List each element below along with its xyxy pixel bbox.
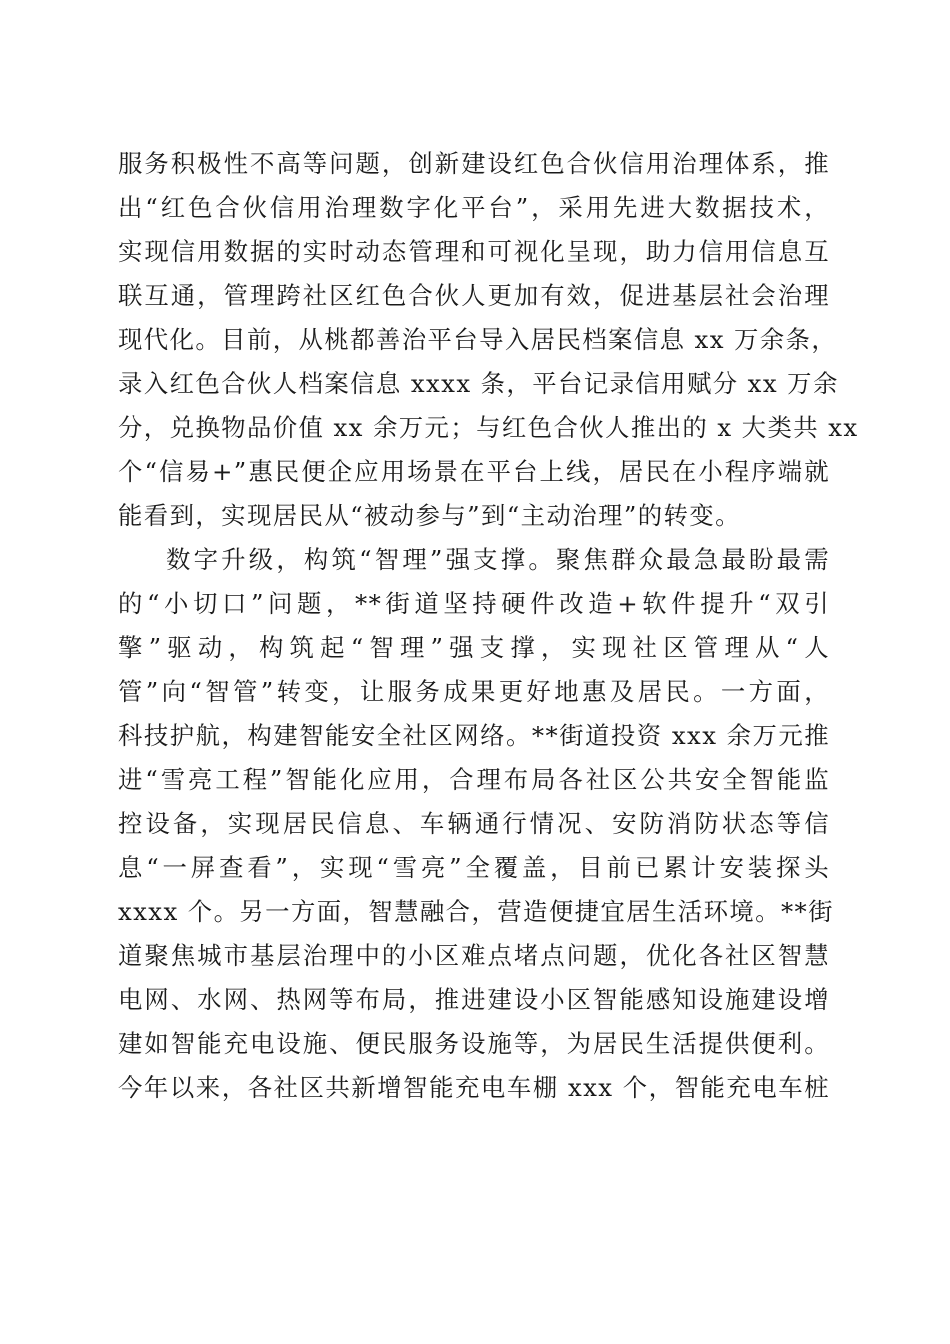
text-line: 出“红色合伙信用治理数字化平台”，采用先进大数据技术， bbox=[118, 193, 830, 222]
text-line: 道聚焦城市基层治理中的小区难点堵点问题，优化各社区智慧 bbox=[118, 941, 830, 970]
paragraph-digital-upgrade bbox=[118, 538, 834, 1110]
body-text bbox=[118, 142, 859, 1110]
text-line: 联互通，管理跨社区红色合伙人更加有效，促进基层社会治理 bbox=[118, 281, 830, 310]
text-line: 电网、水网、热网等布局，推进建设小区智能感知设施建设增 bbox=[118, 985, 830, 1014]
text-line: 进“雪亮工程”智能化应用，合理布局各社区公共安全智能监 bbox=[118, 765, 830, 794]
text-line: 分，兑换物品价值 xx 余万元；与红色合伙人推出的 x 大类共 xx bbox=[118, 413, 859, 442]
text-line: 控设备，实现居民信息、车辆通行情况、安防消防状态等信 bbox=[118, 809, 830, 838]
text-line: 擎”驱动，构筑起“智理”强支撑，实现社区管理从“人 bbox=[118, 633, 830, 662]
text-line: 息“一屏查看”，实现“雪亮”全覆盖，目前已累计安装探头 bbox=[118, 853, 830, 882]
paragraph-credit-platform bbox=[118, 142, 859, 538]
text-line: 科技护航，构建智能安全社区网络。**街道投资 xxx 余万元推 bbox=[118, 721, 830, 750]
text-line: 现代化。目前，从桃都善治平台导入居民档案信息 xx 万余条， bbox=[118, 325, 838, 354]
text-line: 能看到，实现居民从“被动参与”到“主动治理”的转变。 bbox=[118, 501, 741, 530]
text-line: xxxx 个。另一方面，智慧融合，营造便捷宜居生活环境。**街 bbox=[118, 897, 834, 926]
text-line: 服务积极性不高等问题，创新建设红色合伙信用治理体系，推 bbox=[118, 149, 830, 178]
text-line-indented: 数字升级，构筑“智理”强支撑。聚焦群众最急最盼最需 bbox=[166, 545, 830, 574]
text-line: 的“小切口”问题，**街道坚持硬件改造+软件提升“双引 bbox=[118, 589, 830, 618]
text-line: 建如智能充电设施、便民服务设施等，为居民生活提供便利。 bbox=[118, 1029, 830, 1058]
text-line: 个“信易+”惠民便企应用场景在平台上线，居民在小程序端就 bbox=[118, 457, 830, 486]
text-line: 今年以来，各社区共新增智能充电车棚 xxx 个，智能充电车桩 bbox=[118, 1073, 830, 1102]
text-line: 管”向“智管”转变，让服务成果更好地惠及居民。一方面， bbox=[118, 677, 830, 706]
text-line: 录入红色合伙人档案信息 xxxx 条，平台记录信用赋分 xx 万余 bbox=[118, 369, 839, 398]
text-line: 实现信用数据的实时动态管理和可视化呈现，助力信用信息互 bbox=[118, 237, 830, 266]
